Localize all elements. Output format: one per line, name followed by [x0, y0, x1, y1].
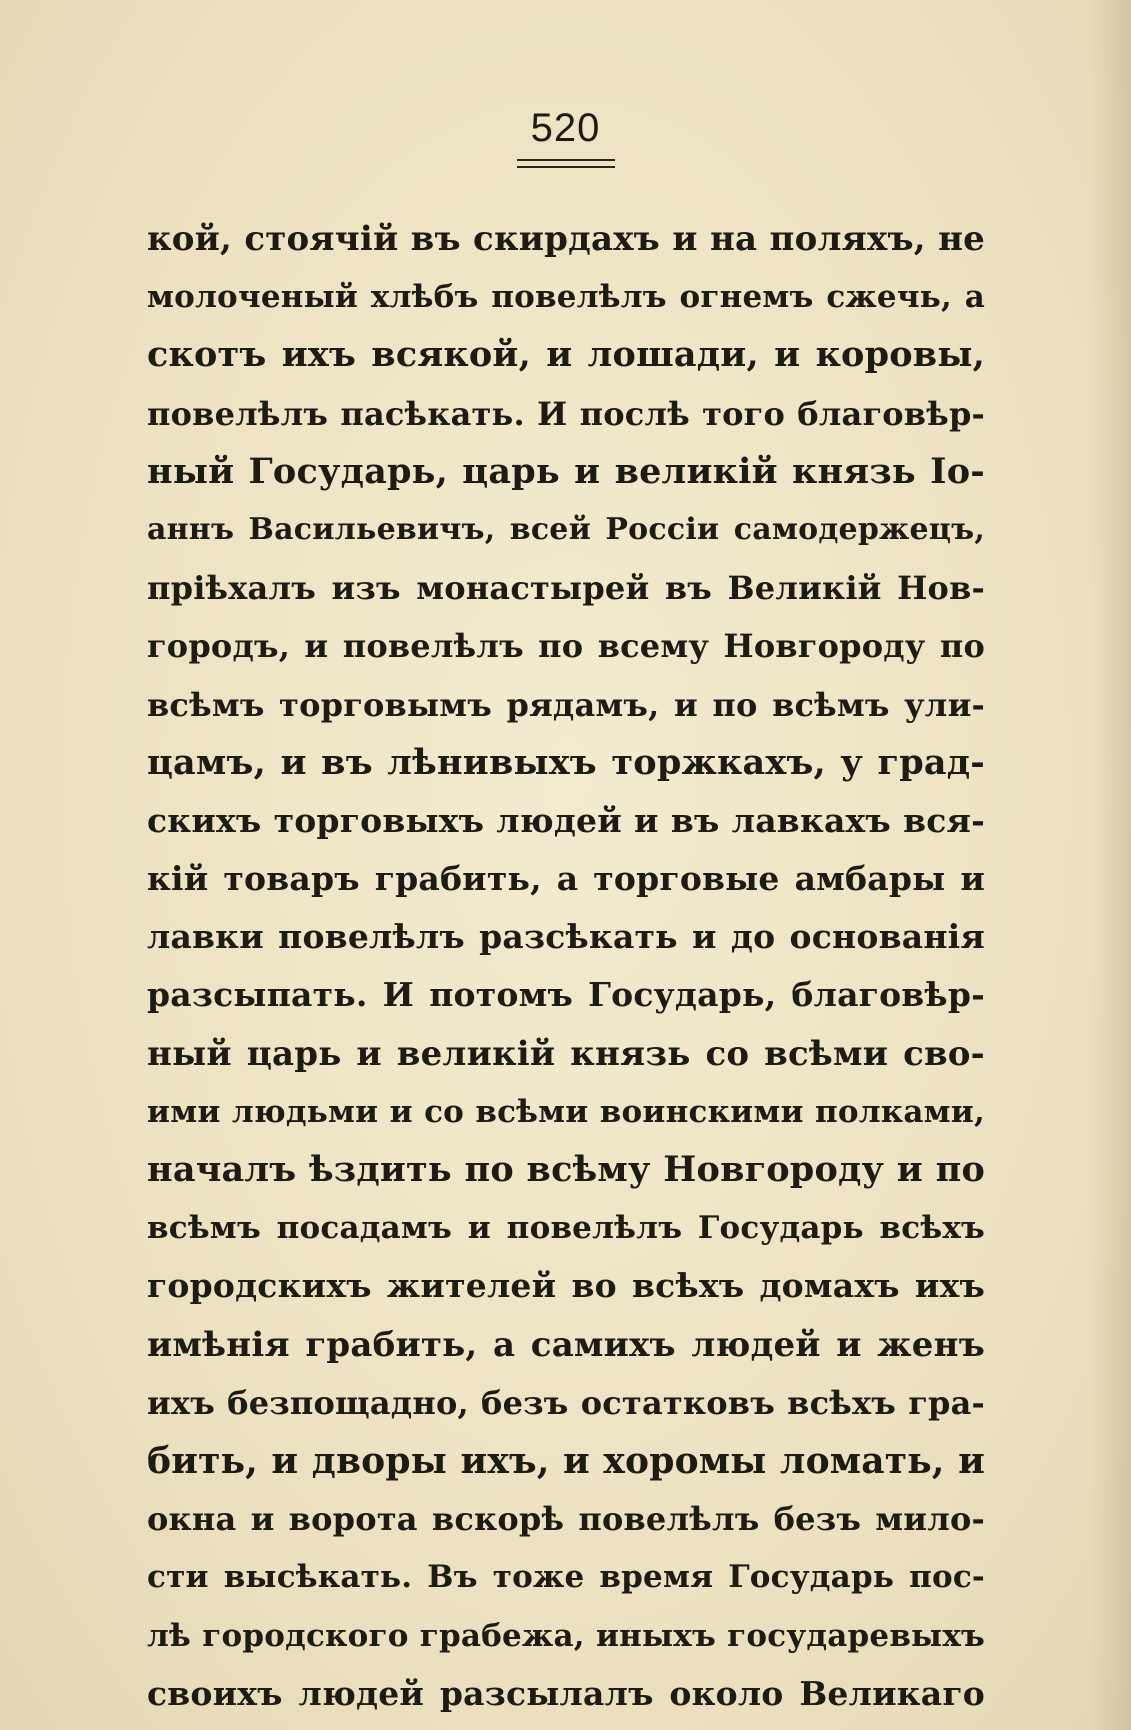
text-line: лавки повелѣлъ разсѣкать и до основанія	[147, 917, 985, 957]
text-line: началъ ѣздить по всѣму Новгороду и по	[147, 1149, 985, 1190]
text-line: ный царь и великій князь со всѣми сво-	[147, 1033, 985, 1074]
page-edge-shadow	[1091, 0, 1131, 1730]
text-line: кой, стоячій въ скирдахъ и на поляхъ, не	[147, 219, 985, 259]
text-line: сти высѣкать. Въ тоже время Государь пос-	[147, 1559, 985, 1596]
text-line: скихъ торговыхъ людей и въ лавкахъ вся-	[147, 800, 985, 840]
text-line: ими людьми и со всѣми воинскими полками,	[147, 1093, 985, 1130]
text-line: всѣмъ посадамъ и повелѣлъ Государь всѣхъ	[147, 1210, 985, 1247]
page-number-rule-bottom	[517, 166, 615, 168]
text-line: городскихъ жителей во всѣхъ домахъ ихъ	[147, 1266, 985, 1306]
page-number: 520	[530, 106, 601, 150]
text-line: скотъ ихъ всякой, и лошади, и коровы,	[147, 334, 985, 376]
text-line: городъ, и повелѣлъ по всему Новгороду по	[147, 627, 985, 666]
text-line: повелѣлъ пасѣкать. И послѣ того благовѣр-	[147, 394, 985, 433]
text-line: бить, и дворы ихъ, и хоромы ломать, и	[147, 1439, 985, 1482]
text-line: окна и ворота вскорѣ повелѣлъ безъ мило-	[147, 1500, 985, 1539]
text-line: кій товаръ грабить, а торговые амбары и	[147, 859, 985, 899]
text-line: имѣнія грабить, а самихъ людей и женъ	[147, 1324, 985, 1365]
text-line: разсыпать. И потомъ Государь, благовѣр-	[147, 975, 985, 1015]
text-line: всѣмъ торговымъ рядамъ, и по всѣмъ ули-	[147, 685, 985, 724]
body-text	[147, 210, 985, 1723]
text-line: аннъ Васильевичъ, всей Россіи самодержецъ,	[147, 511, 985, 547]
text-line: ихъ безпощадно, безъ остатковъ всѣхъ гра-	[147, 1383, 985, 1422]
page-number-rule-top	[517, 159, 615, 161]
text-line: цамъ, и въ лѣнивыхъ торжкахъ, у град-	[147, 741, 985, 783]
text-line: ный Государь, царь и великій князь Іо-	[147, 450, 985, 492]
text-line: своихъ людей разсылалъ около Великаго	[147, 1673, 985, 1713]
text-line: молоченый хлѣбъ повелѣлъ огнемъ сжечь, а	[147, 279, 985, 316]
text-line: лѣ городского грабежа, иныхъ государевыхъ	[147, 1617, 985, 1654]
text-line: пріѣхалъ изъ монастырей въ Великій Нов-	[147, 569, 985, 608]
